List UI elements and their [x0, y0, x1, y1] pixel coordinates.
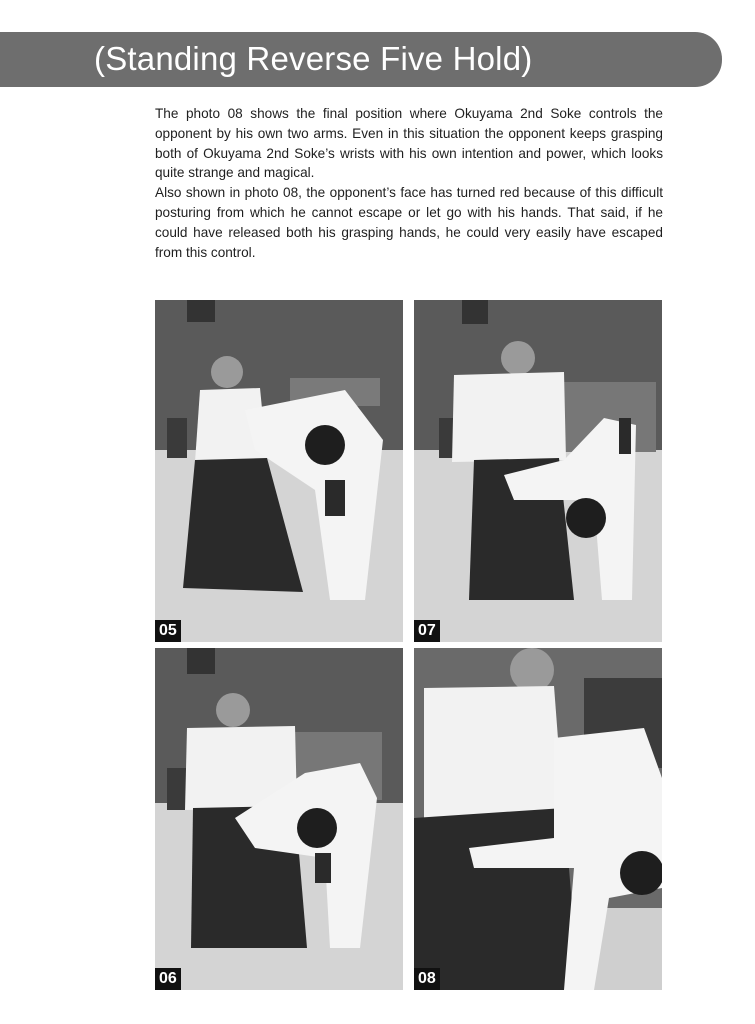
photo-06-image: [155, 648, 403, 990]
photo-05-label: 05: [155, 620, 181, 642]
photo-05-image: [155, 300, 403, 642]
photo-05: [155, 300, 403, 642]
title-banner: [0, 32, 722, 87]
body-text: [155, 104, 663, 262]
paragraph-2: Also shown in photo 08, the opponent’s face has turned red because of this difficult posturing from which he cannot escape or let go with his hands. That said, if he could have released both his grasping hands, he could very easily have escaped from this control.: [155, 185, 663, 260]
photo-07-label: 07: [414, 620, 440, 642]
photo-06-label: 06: [155, 968, 181, 990]
photo-08: [414, 648, 662, 990]
paragraph-1: The photo 08 shows the final position where Okuyama 2nd Soke controls the opponent by his own two arms. Even in this situation the opponent keeps grasping both of Okuyama 2nd Soke’s wrists with his own intention and power, which looks quite strange and magical.: [155, 106, 663, 181]
page-title: (Standing Reverse Five Hold): [94, 40, 533, 77]
photo-07-image: [414, 300, 662, 642]
photo-06: [155, 648, 403, 990]
photo-08-image: [414, 648, 662, 990]
photo-07: [414, 300, 662, 642]
photo-08-label: 08: [414, 968, 440, 990]
